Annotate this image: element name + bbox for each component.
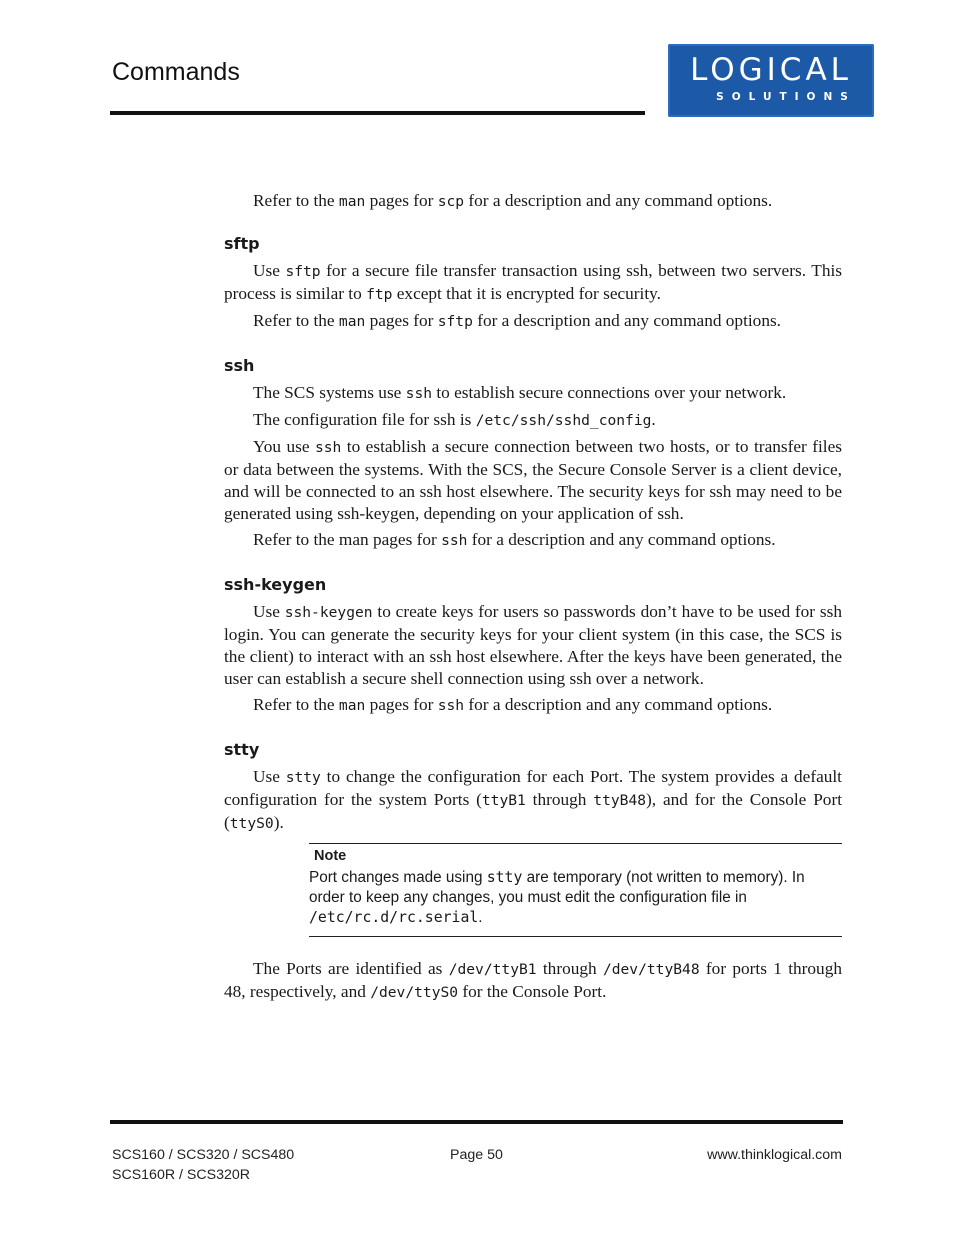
- section-heading-ssh: ssh: [224, 356, 255, 375]
- section-heading-stty: stty: [224, 740, 260, 759]
- logo-subtitle: SOLUTIONS: [716, 91, 856, 103]
- inline-code: ssh: [437, 697, 465, 714]
- inline-code: /dev/ttyB48: [602, 961, 700, 978]
- section-heading-sftp: sftp: [224, 234, 260, 253]
- note-body: Port changes made using stty are temporary (not written to memory). In order to keep any changes, you must edit the configuration file in /etc/rc.d/rc.serial.: [309, 869, 805, 926]
- inline-code: ssh: [441, 532, 468, 549]
- sftp-description: Use sftp for a secure file transfer transaction using ssh, between two servers. This process is similar to ftp except that it is encrypted for security.: [224, 261, 842, 303]
- ssh-refer-paragraph: Refer to the man pages for ssh for a description and any command options.: [253, 530, 776, 549]
- stty-description: Use stty to change the configuration for each Port. The system provides a default configuration for the system Ports (ttyB1 through ttyB48), and for the Console Port (ttyS0).: [224, 767, 842, 832]
- inline-code: /dev/ttyS0: [370, 984, 459, 1001]
- sftp-refer-paragraph: Refer to the man pages for sftp for a description and any command options.: [253, 311, 781, 330]
- inline-code: stty: [486, 869, 523, 886]
- section-heading-ssh-keygen: ssh-keygen: [224, 575, 327, 594]
- ssh-keygen-description: Use ssh-keygen to create keys for users so passwords don’t have to be used for ssh login. You can generate the security keys for your client system (in this case, the SCS is the client) to interact with an ssh host elsewhere. After the keys have been generated, the user can establish a secure shell connection using ssh over a network.: [224, 602, 842, 688]
- inline-code: ttyB1: [481, 792, 526, 809]
- note-box: [309, 843, 842, 937]
- footer-website-link[interactable]: www.thinklogical.com: [707, 1147, 842, 1163]
- footer-rule: [110, 1120, 843, 1124]
- scp-refer-paragraph: Refer to the man pages for scp for a description and any command options.: [253, 191, 773, 210]
- inline-code: man: [338, 193, 366, 210]
- ports-section: [224, 958, 842, 1004]
- inline-code: man: [338, 313, 366, 330]
- page-body: [224, 190, 842, 835]
- inline-code: /etc/rc.d/rc.serial: [309, 909, 479, 926]
- page-title: Commands: [112, 58, 240, 86]
- inline-code: ssh: [405, 385, 433, 402]
- footer-models-line2: SCS160R / SCS320R: [112, 1167, 251, 1183]
- inline-code: sftp: [437, 313, 473, 330]
- inline-code: man: [338, 697, 366, 714]
- inline-code: ssh-keygen: [284, 604, 373, 621]
- footer-models: [112, 1145, 294, 1185]
- inline-code: stty: [285, 769, 321, 786]
- inline-code: ftp: [366, 286, 393, 303]
- logical-solutions-logo: [668, 44, 874, 117]
- footer-page-number: Page 50: [450, 1147, 503, 1163]
- inline-code: /etc/ssh/sshd_config: [475, 412, 652, 429]
- footer-models-line1: SCS160 / SCS320 / SCS480: [112, 1147, 295, 1163]
- header-rule: [110, 111, 645, 115]
- note-label: Note: [314, 848, 347, 864]
- inline-code: ttyB48: [593, 792, 647, 809]
- inline-code: ttyS0: [229, 815, 274, 832]
- ssh-intro: The SCS systems use ssh to establish secure connections over your network.: [253, 383, 787, 402]
- inline-code: scp: [437, 193, 465, 210]
- ssh-usage: You use ssh to establish a secure connection between two hosts, or to transfer files or data between the systems. With the SCS, the Secure Console Server is a client device, and will be connected to an ssh host elsewhere. The security keys for ssh may need to be generated using ssh-keygen, depending on your application of ssh.: [224, 437, 842, 523]
- ssh-keygen-refer-paragraph: Refer to the man pages for ssh for a description and any command options.: [253, 695, 773, 714]
- ports-paragraph: The Ports are identified as /dev/ttyB1 through /dev/ttyB48 for ports 1 through 48, respectively, and /dev/ttyS0 for the Console Port.: [224, 959, 842, 1001]
- inline-code: sftp: [285, 263, 321, 280]
- ssh-config-file: The configuration file for ssh is /etc/ssh/sshd_config.: [253, 410, 656, 429]
- inline-code: /dev/ttyB1: [448, 961, 537, 978]
- logo-wordmark: LOGICAL: [690, 52, 852, 88]
- inline-code: ssh: [314, 439, 342, 456]
